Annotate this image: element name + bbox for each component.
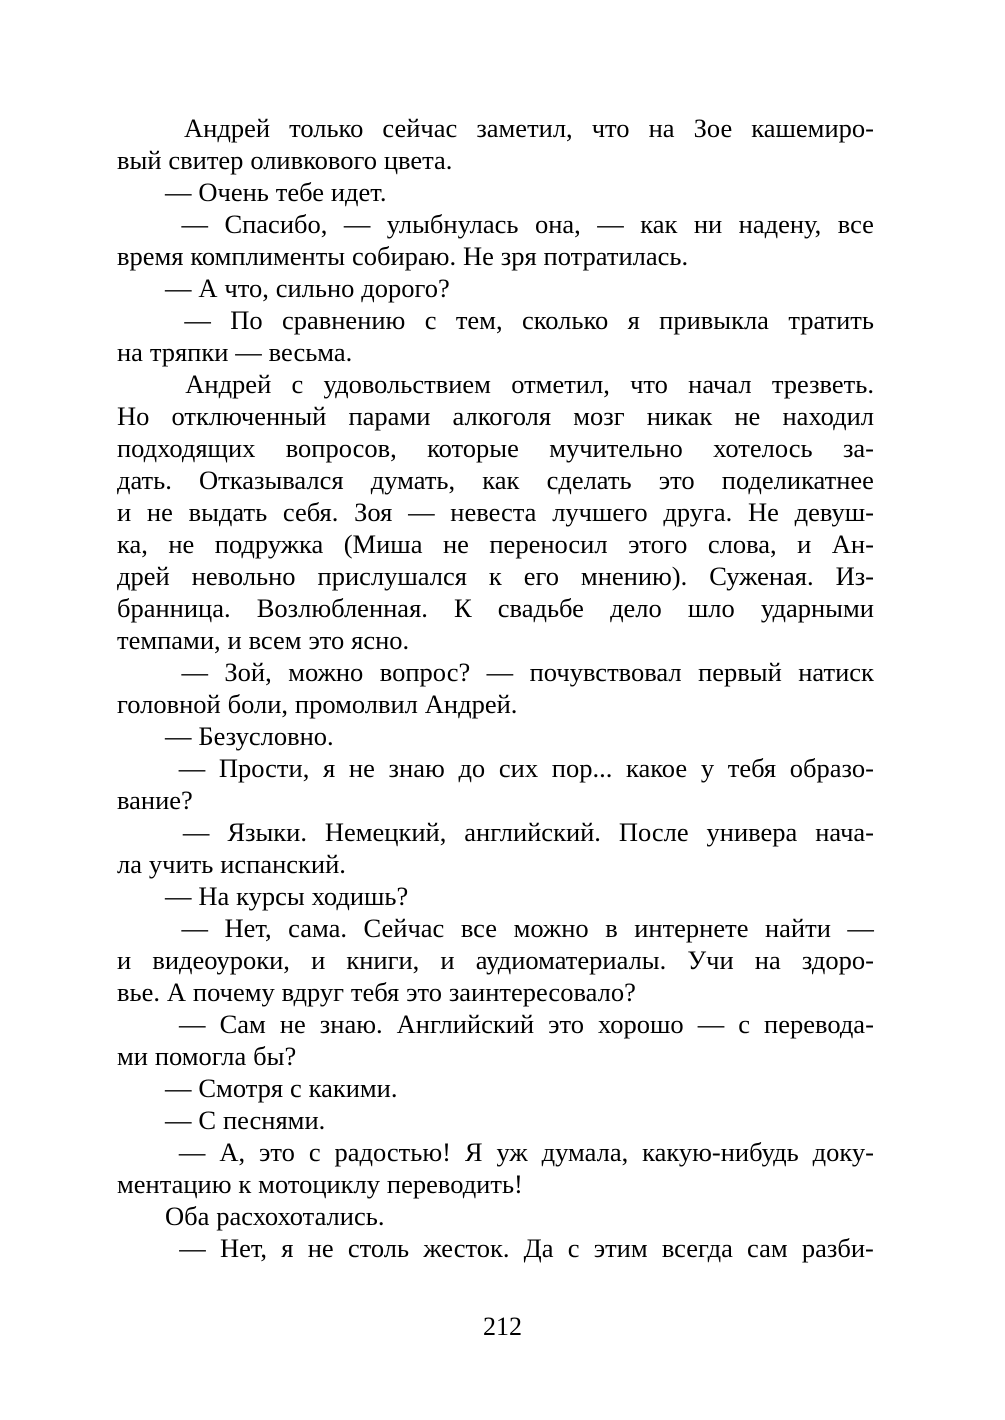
word: дрей (117, 561, 170, 591)
text-line (117, 400, 874, 432)
word: ментацию (117, 1169, 232, 1199)
word: думать, (370, 465, 456, 495)
word: Нет, (224, 913, 272, 943)
word: идет. (330, 177, 387, 207)
word: невольно (191, 561, 296, 591)
word: ходишь? (311, 881, 409, 911)
word: это (406, 977, 442, 1007)
paragraph-indent (117, 656, 165, 688)
paragraph-indent (117, 752, 165, 784)
word: ясно. (351, 625, 410, 655)
paragraph-indent (117, 1136, 165, 1168)
word: ми (117, 1041, 148, 1071)
text-line (117, 144, 874, 176)
word: и (117, 945, 132, 975)
word: в (605, 913, 618, 943)
text-line (117, 656, 874, 688)
word: и (227, 625, 242, 655)
text-line (117, 336, 874, 368)
word: уж (496, 1137, 528, 1167)
word: Прости, (218, 753, 310, 783)
word: разби- (801, 1233, 874, 1263)
word: не (307, 1233, 334, 1263)
word: и (440, 945, 455, 975)
paragraph-indent (117, 1200, 165, 1232)
word: вье. (117, 977, 160, 1007)
text-line (117, 624, 874, 656)
word: на (117, 337, 143, 367)
word: не (279, 1009, 306, 1039)
word: не (168, 529, 195, 559)
word: не (146, 497, 173, 527)
word: Учи (687, 945, 734, 975)
word: А (198, 273, 218, 303)
paragraph-indent (117, 176, 165, 208)
word: английский. (464, 817, 601, 847)
paragraph-indent (117, 1072, 165, 1104)
paragraph-indent (117, 1008, 165, 1040)
word: мотоциклу (258, 1169, 381, 1199)
word: головной (117, 689, 221, 719)
word: что, (224, 273, 269, 303)
word: переводить! (386, 1169, 523, 1199)
word: ка, (117, 529, 148, 559)
word: сама. (288, 913, 347, 943)
word: доку- (812, 1137, 874, 1167)
word: это (548, 1009, 584, 1039)
text-line (117, 1072, 874, 1104)
word: всегда (661, 1233, 733, 1263)
word: сделать (546, 465, 632, 495)
word: его (523, 561, 559, 591)
word: универа (706, 817, 798, 847)
word: жесток. (423, 1233, 510, 1263)
text-line (117, 1104, 874, 1136)
word: на (648, 113, 675, 143)
word: всем (248, 625, 302, 655)
text-line (117, 432, 874, 464)
word: — (165, 273, 192, 303)
text-line (117, 176, 874, 208)
word: К (454, 593, 472, 623)
word: не (734, 401, 761, 431)
word: я (281, 1233, 294, 1263)
word: можно (513, 913, 589, 943)
paragraph-indent (117, 1232, 165, 1264)
word: этого (628, 529, 688, 559)
paragraph-indent (117, 304, 165, 336)
word: учить (148, 849, 214, 879)
word: потратилась. (543, 241, 689, 271)
word: этим (593, 1233, 648, 1263)
text-line (117, 752, 874, 784)
word: Спасибо, (224, 209, 328, 239)
word: курсы (236, 881, 305, 911)
word: мучительно (549, 433, 683, 463)
word: зря (500, 241, 537, 271)
word: — (235, 337, 262, 367)
text-line (117, 784, 874, 816)
paragraph-indent (117, 208, 165, 240)
text-line (117, 1040, 874, 1072)
word: это (658, 465, 695, 495)
text-line (117, 1168, 874, 1200)
word: пор... (551, 753, 613, 783)
word: удовольствием (323, 369, 491, 399)
word: переносил (489, 529, 608, 559)
word: с (308, 1137, 321, 1167)
word: тратить (788, 305, 874, 335)
word: дело (610, 593, 662, 623)
word: — (181, 657, 208, 687)
word: Нет, (219, 1233, 268, 1263)
word: знаю. (319, 1009, 383, 1039)
text-line (117, 976, 874, 1008)
word: тебя (727, 753, 777, 783)
word: вание? (117, 785, 193, 815)
word: Смотря (198, 1073, 284, 1103)
word: бранница. (117, 593, 231, 623)
word: комплименты (190, 241, 346, 271)
word: аудиоматериалы. (475, 945, 667, 975)
word: мнению). (580, 561, 688, 591)
text-line (117, 496, 874, 528)
word: Зой, (224, 657, 272, 687)
word: Да (523, 1233, 554, 1263)
word: дать. (117, 465, 172, 495)
word: и (117, 497, 132, 527)
word: — (165, 721, 192, 751)
word: у (700, 753, 715, 783)
word: Отказывался (199, 465, 344, 495)
word: тебе (275, 177, 324, 207)
word: промолвил (294, 689, 418, 719)
word: — (597, 209, 624, 239)
word: я (627, 305, 640, 335)
word: На (198, 881, 230, 911)
word: только (289, 113, 364, 143)
word: какими. (308, 1073, 398, 1103)
word: первый (698, 657, 782, 687)
word: что (591, 113, 630, 143)
word: — (408, 497, 435, 527)
word: с (738, 1009, 751, 1039)
word: По (230, 305, 263, 335)
word: А (166, 977, 187, 1007)
word: ударными (760, 593, 874, 623)
word: — (178, 1137, 206, 1167)
word: Немецкий, (324, 817, 447, 847)
word: с (424, 305, 437, 335)
word: трезветь. (771, 369, 874, 399)
text-line (117, 464, 874, 496)
text-line (117, 560, 874, 592)
word: себя. (282, 497, 339, 527)
word: не (348, 753, 375, 783)
body-text-column (117, 112, 874, 1264)
word: алкоголя (452, 401, 552, 431)
word: почему (192, 977, 275, 1007)
word: ла (117, 849, 142, 879)
word: какую-нибудь (642, 1137, 799, 1167)
word: испанский. (220, 849, 346, 879)
word: Английский (396, 1009, 535, 1039)
word: как (482, 465, 520, 495)
word: весьма. (268, 337, 353, 367)
word: сам (747, 1233, 788, 1263)
text-line (117, 112, 874, 144)
word: хорошо (598, 1009, 684, 1039)
paragraph-indent (117, 272, 165, 304)
word: нача- (815, 817, 874, 847)
word: невеста (450, 497, 537, 527)
word: что (630, 369, 668, 399)
word: — (165, 1105, 192, 1135)
word: книги, (346, 945, 420, 975)
text-line (117, 912, 874, 944)
paragraph-indent (117, 912, 165, 944)
word: расхохотались. (216, 1201, 385, 1231)
word: (Миша (343, 529, 423, 559)
word: Сам (219, 1009, 266, 1039)
word: никак (646, 401, 713, 431)
word: она, (534, 209, 581, 239)
word: Сейчас (363, 913, 445, 943)
word: с (291, 369, 304, 399)
word: хотелось (713, 433, 813, 463)
word: А, (219, 1137, 246, 1167)
word: начал (688, 369, 752, 399)
word: все (837, 209, 874, 239)
word: не (442, 529, 469, 559)
text-line (117, 848, 874, 880)
word: мозг (573, 401, 625, 431)
word: — (165, 1073, 192, 1103)
word: думала, (541, 1137, 629, 1167)
word: девуш- (794, 497, 874, 527)
word: с (289, 1073, 302, 1103)
text-line (117, 592, 874, 624)
word: Возлюбленная. (256, 593, 428, 623)
word: находил (782, 401, 874, 431)
word: отключенный (171, 401, 327, 431)
word: подходящих (117, 433, 256, 463)
text-line (117, 304, 874, 336)
text-line (117, 528, 874, 560)
word: — (165, 177, 192, 207)
word: свадьбе (497, 593, 584, 623)
word: отметил, (511, 369, 610, 399)
paragraph-indent (117, 112, 165, 144)
text-line (117, 816, 874, 848)
word: образо- (789, 753, 874, 783)
word: темпами, (117, 625, 221, 655)
word: Зоя (354, 497, 393, 527)
word: сколько (521, 305, 609, 335)
word: песнями. (222, 1105, 326, 1135)
word: вопрос? (379, 657, 471, 687)
word: — (697, 1009, 725, 1039)
word: После (618, 817, 689, 847)
word: выдать (188, 497, 268, 527)
word: все (460, 913, 498, 943)
word: поделикатнее (721, 465, 874, 495)
word: сих (498, 753, 539, 783)
word: здоро- (801, 945, 874, 975)
text-line (117, 272, 874, 304)
word: тебя (350, 977, 400, 1007)
word: это (259, 1137, 295, 1167)
word: — (178, 753, 206, 783)
word: перевода- (764, 1009, 874, 1039)
word: знаю (388, 753, 445, 783)
word: — (847, 913, 874, 943)
word: — (181, 209, 208, 239)
word: — (182, 817, 210, 847)
word: боли, (227, 689, 289, 719)
word: Андрей (184, 113, 271, 143)
word: — (179, 1233, 206, 1263)
word: Зое (693, 113, 733, 143)
word: сейчас (382, 113, 458, 143)
word: тряпки (149, 337, 229, 367)
word: кашемиро- (751, 113, 874, 143)
word: парами (348, 401, 431, 431)
word: цвета. (383, 145, 453, 175)
word: сравнению (281, 305, 406, 335)
word: бы? (253, 1041, 297, 1071)
word: — (179, 1009, 206, 1039)
paragraph-indent (117, 816, 165, 848)
word: друга. (663, 497, 733, 527)
word: привыкла (659, 305, 769, 335)
word: вопросов, (285, 433, 397, 463)
word: — (184, 305, 211, 335)
word: Я (464, 1137, 483, 1167)
word: заметил, (476, 113, 573, 143)
word: Но (117, 401, 150, 431)
word: сильно (275, 273, 355, 303)
word: — (486, 657, 514, 687)
word: прислушался (317, 561, 467, 591)
text-line (117, 1008, 874, 1040)
word: ни (693, 209, 723, 239)
word: Ан- (831, 529, 874, 559)
paragraph-indent (117, 720, 165, 752)
word: до (458, 753, 486, 783)
paragraph-indent (117, 880, 165, 912)
word: С (198, 1105, 217, 1135)
word: — (181, 913, 209, 943)
text-line (117, 880, 874, 912)
word: Оба (165, 1201, 210, 1231)
word: надену, (738, 209, 822, 239)
text-line (117, 240, 874, 272)
word: подружка (214, 529, 324, 559)
word: время (117, 241, 184, 271)
word: заинтересовало? (448, 977, 636, 1007)
word: найти (764, 913, 831, 943)
paragraph-indent (117, 1104, 165, 1136)
word: с (567, 1233, 580, 1263)
word: к (488, 561, 502, 591)
word: тем, (455, 305, 503, 335)
text-line (117, 944, 874, 976)
word: я (323, 753, 336, 783)
word: столь (347, 1233, 410, 1263)
word: оливкового (250, 145, 377, 175)
word: Андрей (185, 369, 272, 399)
word: Не (462, 241, 494, 271)
word: вдруг (281, 977, 344, 1007)
word: — (343, 209, 371, 239)
word: интернете (634, 913, 749, 943)
text-line (117, 368, 874, 400)
word: Из- (835, 561, 874, 591)
word: Суженая. (709, 561, 814, 591)
word: слова, (707, 529, 777, 559)
word: улыбнулась (386, 209, 519, 239)
word: как (640, 209, 678, 239)
word: дорого? (361, 273, 450, 303)
word: какое (626, 753, 688, 783)
word: это (308, 625, 345, 655)
word: Не (747, 497, 779, 527)
word: шло (687, 593, 735, 623)
page-number: 212 (483, 1312, 522, 1341)
word: и (797, 529, 812, 559)
word: видеоуроки, (152, 945, 290, 975)
text-line (117, 1232, 874, 1264)
text-line (117, 1200, 874, 1232)
text-line (117, 720, 874, 752)
word: за- (842, 433, 874, 463)
word: свитер (168, 145, 244, 175)
word: радостью! (334, 1137, 451, 1167)
word: вый (117, 145, 162, 175)
word: можно (288, 657, 364, 687)
word: помогла (154, 1041, 247, 1071)
word: — (165, 881, 192, 911)
word: Очень (198, 177, 269, 207)
word: Безусловно. (198, 721, 334, 751)
word: почувствовал (529, 657, 682, 687)
word: на (754, 945, 781, 975)
word: натиск (798, 657, 874, 687)
word: Языки. (227, 817, 307, 847)
text-line (117, 688, 874, 720)
word: и (311, 945, 326, 975)
word: к (238, 1169, 252, 1199)
word: лучшего (552, 497, 648, 527)
word: Андрей. (424, 689, 518, 719)
word: которые (427, 433, 519, 463)
text-line (117, 1136, 874, 1168)
text-line (117, 208, 874, 240)
paragraph-indent (117, 368, 165, 400)
word: собираю. (351, 241, 457, 271)
